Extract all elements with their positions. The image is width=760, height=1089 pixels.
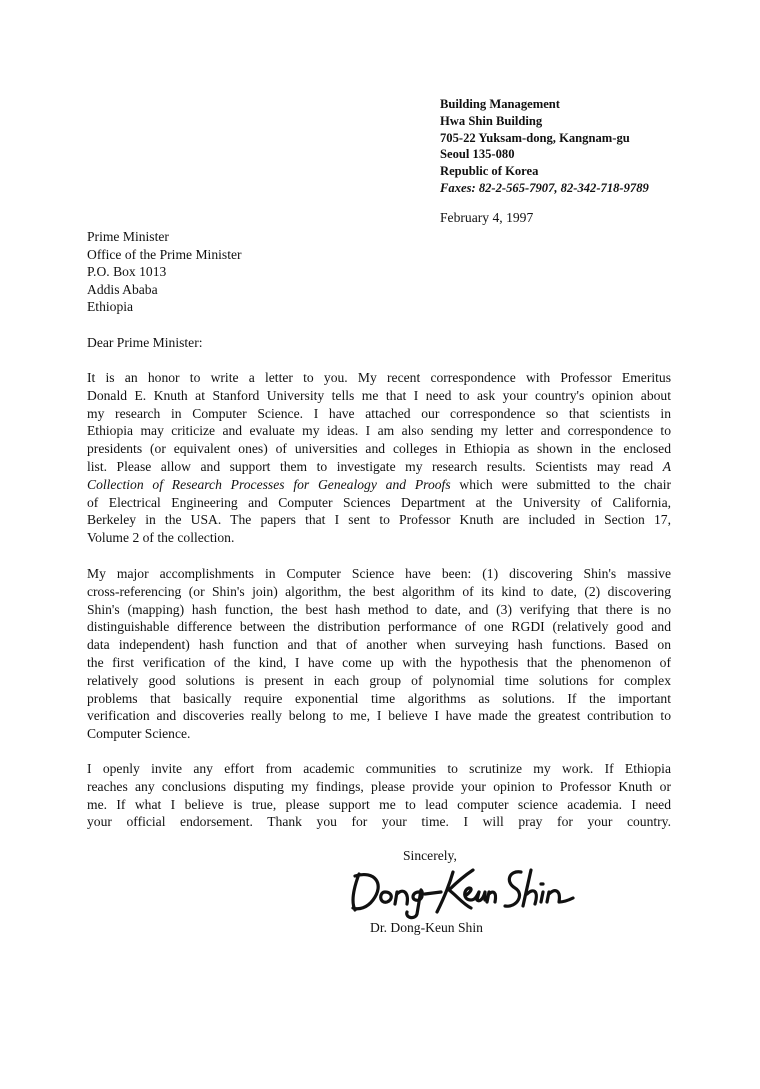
paragraph-line: data independent) hash function and that of another when surveying hash functions. Based on xyxy=(87,637,671,653)
sender-faxes: Faxes: 82-2-565-7907, 82-342-718-9789 xyxy=(440,180,649,195)
paragraph-line: of Electrical Engineering and Computer Sciences Department at the University of California, xyxy=(87,494,671,510)
paragraph-line: cross-referencing (or Shin's join) algorithm, the best algorithm of its kind to date, (2) discovering xyxy=(87,583,671,599)
paragraph-line: I openly invite any effort from academic communities to scrutinize my work. If Ethiopia xyxy=(87,761,671,776)
collection-title-start: A xyxy=(662,458,671,474)
paragraph-line: presidents (or equivalent ones) of universities and colleges in Ethiopia as shown in the enclosed xyxy=(87,441,671,457)
paragraph-line: Ethiopia may criticize and evaluate my ideas. I am also sending my letter and correspondence to xyxy=(87,423,671,439)
line-text: which were submitted to the xyxy=(450,476,644,492)
sender-line: 705-22 Yuksam-dong, Kangnam-gu xyxy=(440,130,630,145)
paragraph-line: me. If what I believe is true, please support me to lead computer science academia. I need xyxy=(87,796,671,812)
paragraph-line: Shin's (mapping) hash function, the best hash method to date, and (3) verifying that there is no xyxy=(87,601,671,617)
paragraph-line: Volume 2 of the collection. xyxy=(87,530,235,546)
paragraph-line: distinguishable difference between the distribution performance of one RGDI (relatively good and xyxy=(87,619,671,635)
recipient-address xyxy=(87,228,242,316)
paragraph-line: the first verification of the kind, I have come up with the hypothesis that the phenomenon of xyxy=(87,654,671,670)
paragraph-line: It is an honor to write a letter to you. My recent correspondence with Professor Emeritus xyxy=(87,370,671,385)
handwritten-signature xyxy=(345,862,575,920)
collection-title: Collection of Research Processes for Genealogy and Proofs xyxy=(87,476,451,492)
sender-line: Hwa Shin Building xyxy=(440,113,543,128)
paragraph-line: relatively good solutions is present in each group of polynomial time solutions for complex xyxy=(87,672,671,688)
paragraph-line: Computer Science. xyxy=(87,726,191,742)
closing: Sincerely, xyxy=(403,848,457,863)
recipient-line: Office of the Prime Minister xyxy=(87,246,242,262)
paragraph-line: verification and discoveries really belong to me, I believe I have made the greatest contribution to xyxy=(87,708,671,724)
recipient-line: Addis Ababa xyxy=(87,281,158,297)
paragraph-line xyxy=(87,476,671,494)
sender-line: Building Management xyxy=(440,97,561,111)
signer-name: Dr. Dong-Keun Shin xyxy=(370,920,483,935)
body-paragraph-3 xyxy=(87,760,671,831)
paragraph-line: problems that basically require exponential time algorithms as solutions. If the important xyxy=(87,690,671,706)
sender-line: Seoul 135-080 xyxy=(440,147,515,162)
paragraph-line xyxy=(87,458,671,476)
paragraph-line: reaches any conclusions disputing my findings, please provide your opinion to Professor Knuth or xyxy=(87,778,671,794)
recipient-line: P.O. Box 1013 xyxy=(87,264,167,280)
paragraph-line: my research in Computer Science. I have attached our correspondence so that scientists in xyxy=(87,405,671,421)
paragraph-line: Berkeley in the USA. The papers that I sent to Professor Knuth are included in Section 17, xyxy=(87,512,671,528)
salutation: Dear Prime Minister: xyxy=(87,335,203,350)
body-paragraph-1 xyxy=(87,369,671,547)
sender-address xyxy=(440,96,649,197)
body-paragraph-2 xyxy=(87,565,671,743)
sender-line: Republic of Korea xyxy=(440,164,539,179)
recipient-line: Ethiopia xyxy=(87,299,134,315)
paragraph-line: Donald E. Knuth at Stanford University tells me that I need to ask your country's opinion about xyxy=(87,387,671,403)
recipient-line: Prime Minister xyxy=(87,229,169,244)
paragraph-line: your official endorsement. Thank you for your time. I will pray for your country. xyxy=(87,814,671,830)
paragraph-line: My major accomplishments in Computer Science have been: (1) discovering Shin's massive xyxy=(87,566,671,581)
letter-date: February 4, 1997 xyxy=(440,210,534,225)
line-text: list. Please allow and support them to investigate my research results. Scientists may read xyxy=(87,458,654,474)
line-text: chair xyxy=(643,476,671,492)
